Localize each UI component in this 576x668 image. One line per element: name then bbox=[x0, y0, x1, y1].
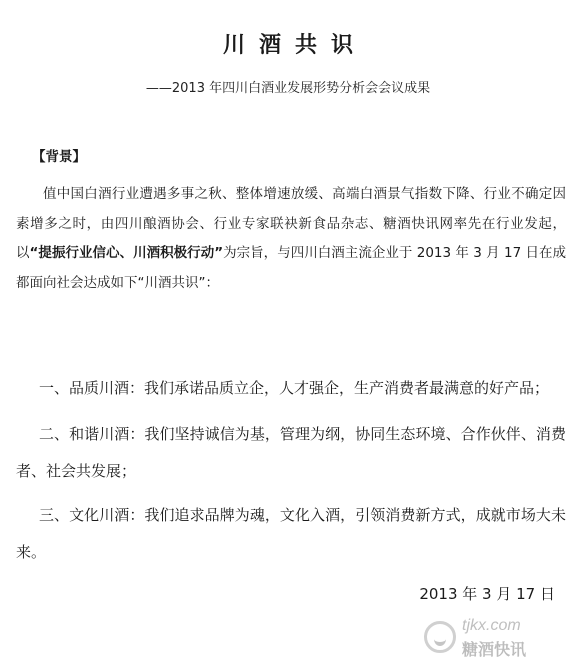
watermark-logo bbox=[424, 617, 564, 659]
intro-text-part1: 值中国白酒行业遭遇多事之秋、整体增速放缓、高端白酒景气指数下降、行业不确定因素增多之时，由四川酿酒协会、行业专家联袂新食品杂志、糖酒快讯网率先在行业发起，以 bbox=[16, 186, 566, 261]
watermark-circle-icon bbox=[424, 621, 456, 653]
consensus-item-quality: 一、品质川酒：我们承诺品质立企，人才强企，生产消费者最满意的好产品； bbox=[39, 379, 550, 397]
section-heading: 【背景】 bbox=[32, 149, 86, 165]
consensus-item-harmony: 二、和谐川酒：我们坚持诚信为基，管理为纲，协同生态环境、合作伙伴、消费者、社会共发展； bbox=[16, 425, 566, 480]
document-title: 川酒共识 bbox=[222, 32, 367, 58]
document-date: 2013 年 3 月 17 日 bbox=[419, 585, 555, 603]
document-subtitle: ——2013 年四川白酒业发展形势分析会会议成果 bbox=[145, 81, 431, 96]
watermark-url: tjkx.com bbox=[462, 617, 521, 634]
intro-bold-slogan: “提振行业信心、川酒积极行动” bbox=[29, 245, 224, 261]
consensus-item-culture: 三、文化川酒：我们追求品牌为魂，文化入酒，引领消费新方式，成就市场大未来。 bbox=[16, 506, 566, 561]
intro-text-part2: 为宗旨，与四川白酒主流企业于 2013 年 3 月 17 日在成都面向社会达成如下“川酒共识”： bbox=[16, 245, 567, 291]
watermark-name: 糖酒快讯 bbox=[462, 640, 527, 659]
intro-paragraph bbox=[16, 180, 566, 298]
